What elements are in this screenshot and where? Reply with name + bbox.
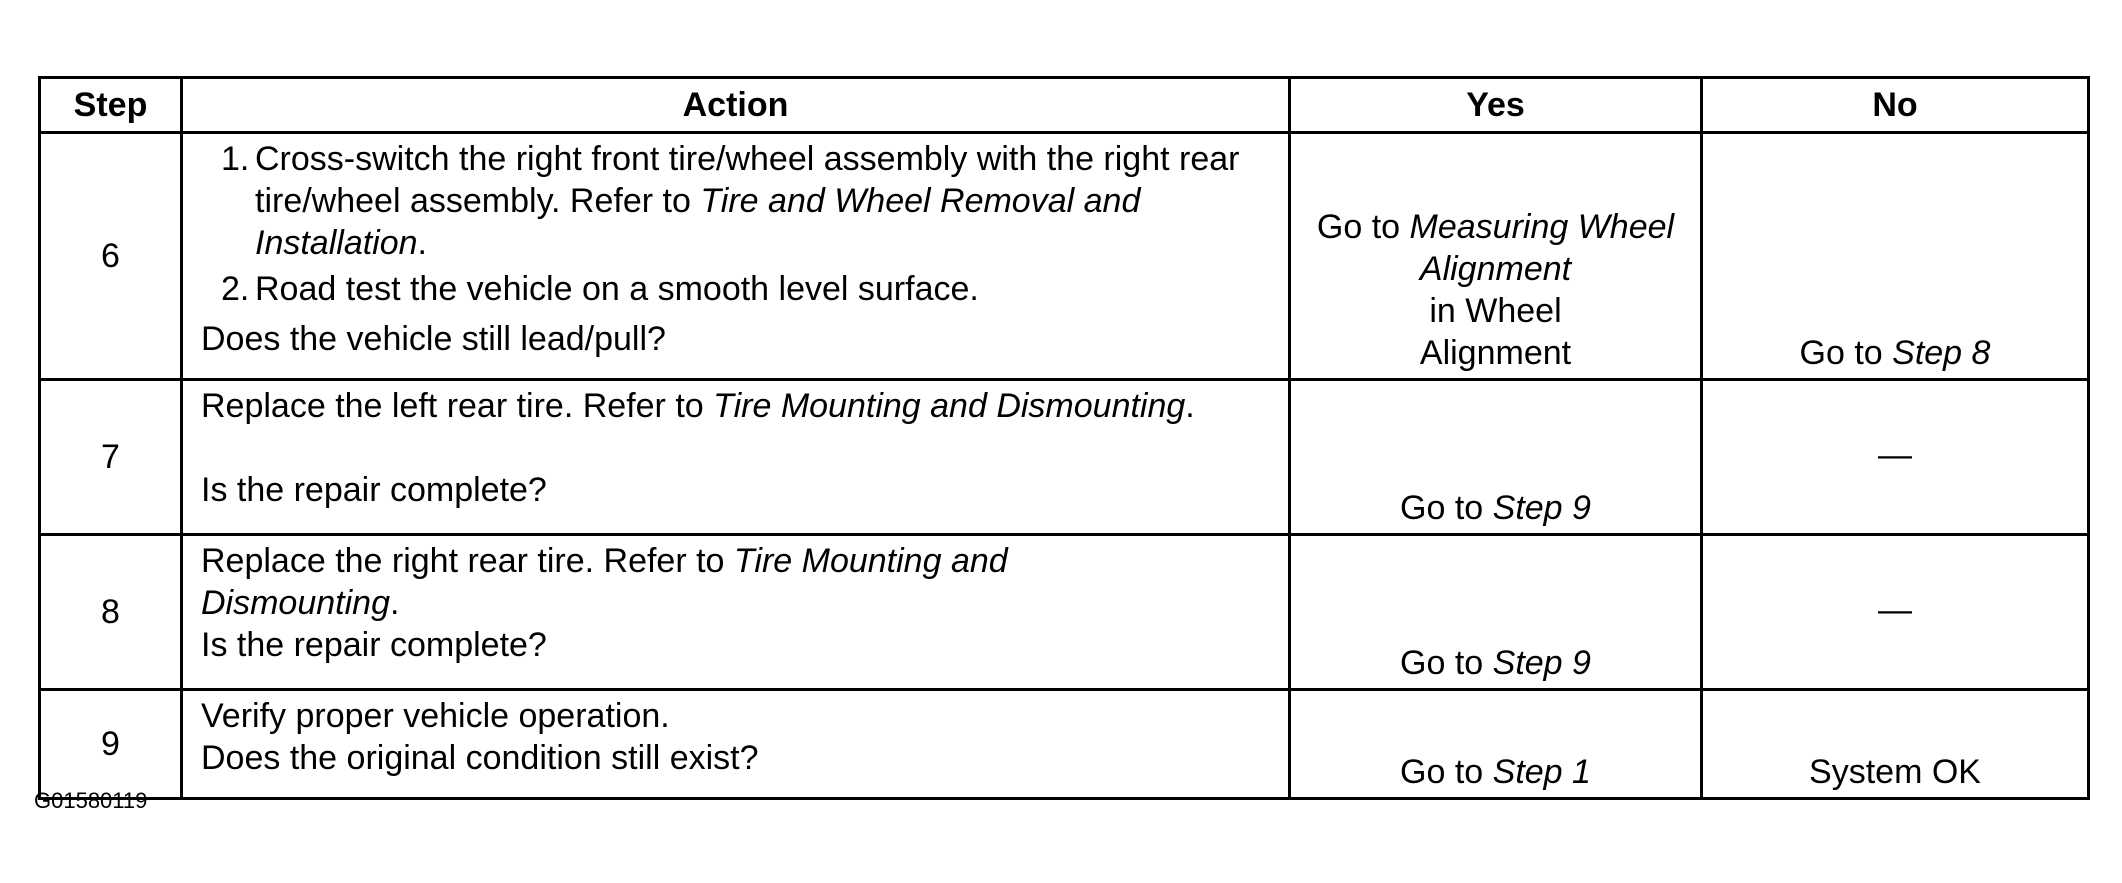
diagnostic-table <box>38 76 2090 800</box>
step-item-number: 1. <box>221 140 250 178</box>
table-row <box>40 690 2089 799</box>
result-text: Go to <box>1316 208 1410 246</box>
no-result <box>1702 133 2089 380</box>
action-text-part: . <box>1185 387 1195 425</box>
step-item-text: Road test the vehicle on a smooth level surface. <box>255 270 979 308</box>
result-text: Go to <box>1799 334 1893 372</box>
action-step-item <box>221 268 1274 310</box>
step-item-number: 2. <box>221 270 250 308</box>
action-text: Verify proper vehicle operation. <box>201 697 670 735</box>
header-row <box>40 78 2089 133</box>
step-reference: Step 9 <box>1492 489 1591 527</box>
procedure-reference: Tire Mounting and Dismounting <box>201 542 1008 622</box>
action-cell <box>182 690 1290 799</box>
figure-id: G01580119 <box>34 788 148 813</box>
step-reference: Step 1 <box>1492 753 1591 791</box>
procedure-reference: Measuring Wheel Alignment <box>1409 208 1675 288</box>
action-cell <box>182 380 1290 535</box>
step-number: 8 <box>40 535 182 690</box>
step-reference: Step 8 <box>1892 334 1991 372</box>
step-reference: Step 9 <box>1492 644 1591 682</box>
header-action: Action <box>182 78 1290 133</box>
action-text <box>201 385 1274 427</box>
result-text: Go to <box>1400 753 1493 791</box>
no-result: — <box>1702 535 2089 690</box>
result-text: Go to <box>1400 644 1493 682</box>
no-result: — <box>1702 380 2089 535</box>
step-number: 6 <box>40 133 182 380</box>
result-text: Go to <box>1400 489 1493 527</box>
header-step: Step <box>40 78 182 133</box>
yes-result <box>1290 380 1702 535</box>
table-row <box>40 133 2089 380</box>
action-question: Is the repair complete? <box>201 626 547 664</box>
table-row <box>40 380 2089 535</box>
step-item-text: Cross-switch the right front tire/wheel assembly with the right rear tire/wheel assembly. Refer to <box>255 140 1240 220</box>
procedure-reference: Tire Mounting and Dismounting <box>713 387 1186 425</box>
action-question: Does the original condition still exist? <box>201 739 759 777</box>
action-step-item <box>221 138 1274 264</box>
yes-result <box>1290 535 1702 690</box>
no-result: System OK <box>1702 690 2089 799</box>
action-text-part: Replace the left rear tire. Refer to <box>201 387 714 425</box>
yes-result <box>1290 133 1702 380</box>
action-text-part: . <box>389 584 400 622</box>
action-question: Does the vehicle still lead/pull? <box>201 320 666 358</box>
action-text-part: Replace the right rear tire. Refer to <box>201 542 734 580</box>
action-question: Is the repair complete? <box>201 471 547 509</box>
action-cell <box>182 133 1290 380</box>
yes-result <box>1290 690 1702 799</box>
action-cell <box>182 535 1290 690</box>
action-steps <box>201 138 1274 314</box>
step-number: 9 <box>40 690 182 799</box>
result-text: in Wheel Alignment <box>1419 292 1572 372</box>
procedure-reference: Tire and Wheel Removal and Installation <box>255 182 1141 262</box>
step-number: 7 <box>40 380 182 535</box>
header-no: No <box>1702 78 2089 133</box>
table-row <box>40 535 2089 690</box>
step-item-text: . <box>417 224 427 262</box>
header-yes: Yes <box>1290 78 1702 133</box>
action-text <box>201 540 1274 624</box>
